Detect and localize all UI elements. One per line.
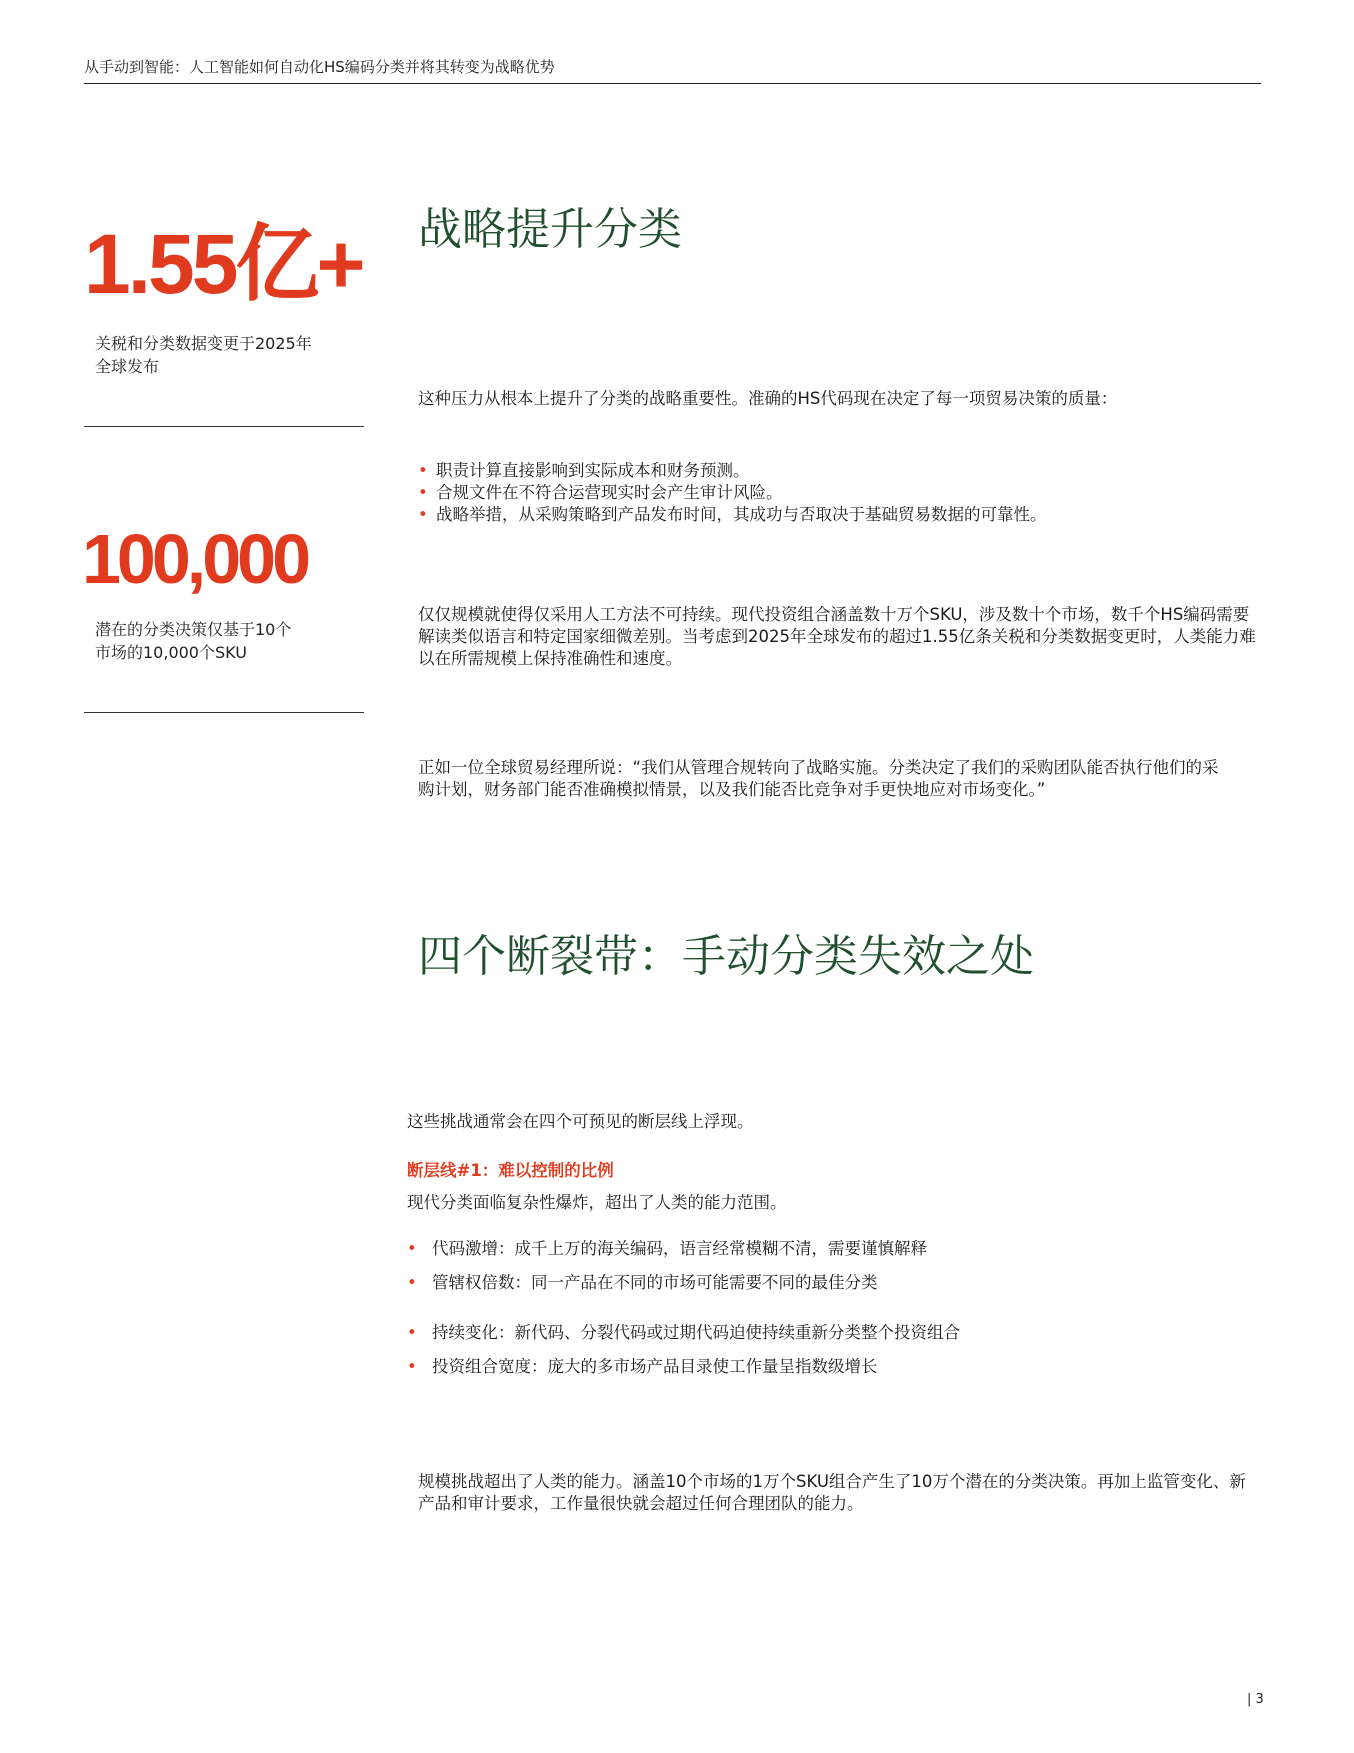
caption-line: 潜在的分类决策仅基于10个 [95, 620, 292, 639]
list-item: • 投资组合宽度：庞大的多市场产品目录使工作量呈指数级增长 [407, 1354, 967, 1380]
list-item: • 合规文件在不符合运营现实时会产生审计风险。 [418, 482, 1258, 504]
fault-line-title: 断层线#1：难以控制的比例 [407, 1161, 614, 1180]
fault-line-intro: 现代分类面临复杂性爆炸，超出了人类的能力范围。 [407, 1193, 787, 1212]
stat-classification-decisions: 100,000 [82, 520, 308, 598]
sidebar-divider [84, 712, 364, 713]
page-number: | 3 [1247, 1692, 1264, 1707]
section1-intro: 这种压力从根本上提升了分类的战略重要性。准确的HS代码现在决定了每一项贸易决策的质量： [418, 389, 1118, 408]
sidebar-divider [84, 426, 364, 427]
list-item: • 战略举措，从采购策略到产品发布时间，其成功与否取决于基础贸易数据的可靠性。 [418, 504, 1258, 526]
list-item: • 管辖权倍数：同一产品在不同的市场可能需要不同的最佳分类 [407, 1270, 967, 1296]
section2-closing: 规模挑战超出了人类的能力。涵盖10个市场的1万个SKU组合产生了10万个潜在的分类决策。再加上监管变化、新产品和审计要求，工作量很快就会超过任何合理团队的能力。 [418, 1472, 1246, 1513]
section-heading-strategic: 战略提升分类 [418, 204, 682, 255]
running-header: 从手动到智能：人工智能如何自动化HS编码分类并将其转变为战略优势 [84, 58, 555, 76]
section1-bullet-list [418, 460, 1258, 526]
list-item: • 职责计算直接影响到实际成本和财务预测。 [418, 460, 1258, 482]
section1-quote: 正如一位全球贸易经理所说：“我们从管理合规转向了战略实施。分类决定了我们的采购团队能否执行他们的采购计划，财务部门能否准确模拟情景，以及我们能否比竞争对手更快地应对市场变化。” [418, 758, 1219, 799]
caption-line: 市场的10,000个SKU [95, 643, 247, 662]
list-item: • 代码激增：成千上万的海关编码，语言经常模糊不清，需要谨慎解释 [407, 1236, 967, 1262]
section-heading-fault-lines: 四个断裂带：手动分类失效之处 [418, 931, 1034, 982]
stat-tariff-changes-caption [95, 332, 345, 378]
stat-tariff-changes: 1.55亿+ [84, 217, 363, 311]
section1-paragraph: 仅仅规模就使得仅采用人工方法不可持续。现代投资组合涵盖数十万个SKU，涉及数十个市场，数千个HS编码需要解读类似语言和特定国家细微差别。当考虑到2025年全球发布的超过1.55亿条关税和分类数据变更时，人类能力难以在所需规模上保持准确性和速度。 [418, 605, 1256, 668]
caption-line: 关税和分类数据变更于2025年 [95, 334, 312, 353]
list-item: • 持续变化：新代码、分裂代码或过期代码迫使持续重新分类整个投资组合 [407, 1320, 967, 1346]
section2-intro: 这些挑战通常会在四个可预见的断层线上浮现。 [407, 1112, 754, 1131]
caption-line: 全球发布 [95, 357, 160, 376]
header-divider [84, 83, 1261, 84]
section2-bullet-list [407, 1236, 967, 1388]
stat-classification-decisions-caption [95, 618, 345, 664]
